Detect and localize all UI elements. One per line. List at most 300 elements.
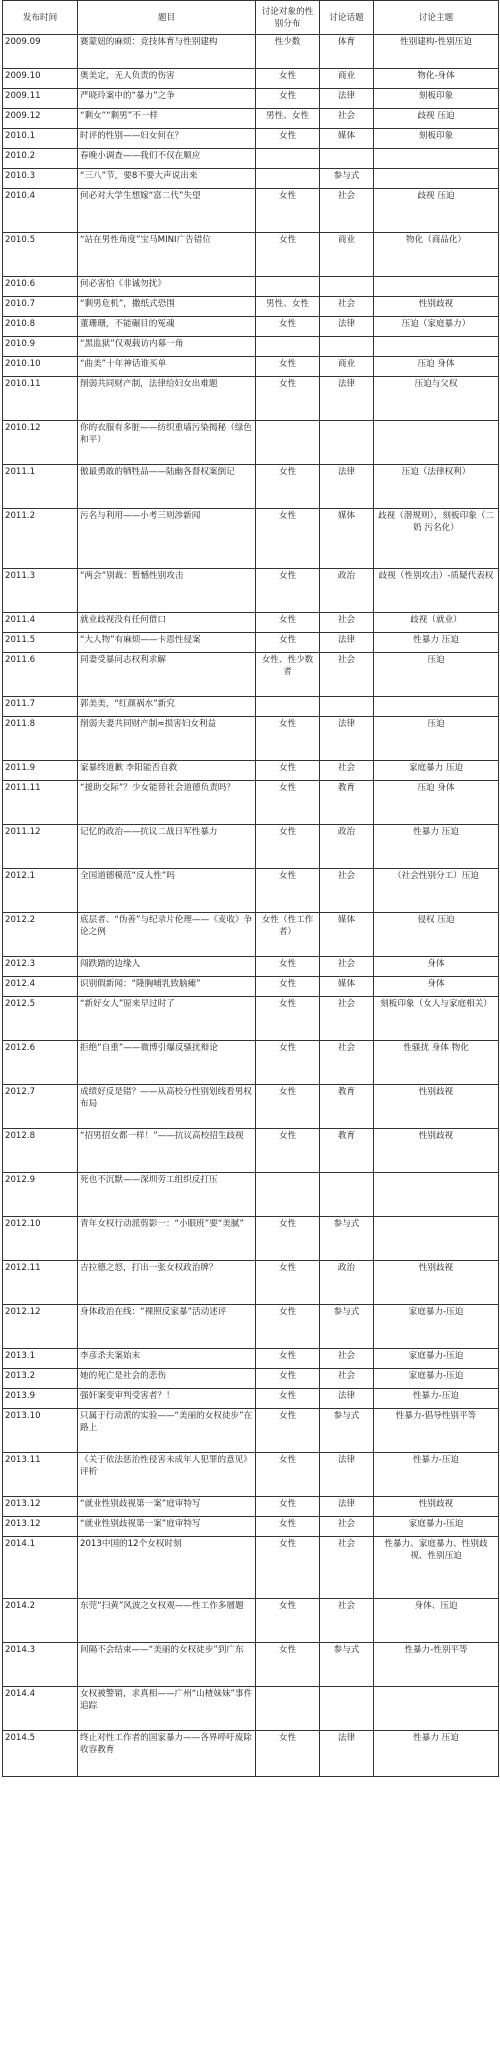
cell-topic: 社会	[320, 1537, 374, 1599]
table-row	[3, 1497, 499, 1517]
cell-theme	[374, 1687, 499, 1731]
header-title: 题目	[78, 1, 256, 35]
cell-date: 2013.1	[3, 1349, 78, 1369]
cell-date: 2011.12	[3, 825, 78, 869]
cell-title: “就业性别歧视第一案”庭审特写	[78, 1497, 256, 1517]
cell-theme: 性暴力-压迫	[374, 1453, 499, 1497]
cell-theme: 压迫	[374, 653, 499, 697]
table-row	[3, 1261, 499, 1305]
cell-title: 李彦杀夫案始末	[78, 1349, 256, 1369]
table-row	[3, 89, 499, 109]
header-theme: 讨论主题	[374, 1, 499, 35]
cell-theme: 性别建构-性别压迫	[374, 35, 499, 69]
table-row	[3, 1409, 499, 1453]
table-row	[3, 1369, 499, 1389]
table-row	[3, 869, 499, 913]
cell-gender: 性少数	[256, 35, 320, 69]
cell-topic: 媒体	[320, 977, 374, 997]
table-row	[3, 233, 499, 277]
cell-date: 2010.7	[3, 297, 78, 317]
cell-topic: 媒体	[320, 129, 374, 149]
cell-theme: 歧视（性别攻击）-质疑代表权	[374, 569, 499, 613]
cell-title: 强奸案变审判受害者？！	[78, 1389, 256, 1409]
cell-gender: 女性	[256, 317, 320, 337]
table-row	[3, 1537, 499, 1599]
cell-title: “招男招女都一样！”——抗议高校招生歧视	[78, 1129, 256, 1173]
table-body	[3, 35, 499, 1777]
cell-date: 2010.11	[3, 377, 78, 421]
cell-gender: 女性（性工作者）	[256, 913, 320, 957]
table-row	[3, 1687, 499, 1731]
cell-title: 赛蒙妞的麻烦：竞技体育与性别建构	[78, 35, 256, 69]
cell-title: 郭美美，“红颜祸水”新究	[78, 697, 256, 717]
cell-date: 2009.11	[3, 89, 78, 109]
cell-date: 2012.6	[3, 1041, 78, 1085]
cell-date: 2012.8	[3, 1129, 78, 1173]
cell-gender: 女性	[256, 1369, 320, 1389]
cell-title: 你的衣服有多脏——纺织重墙污染揭秘（绿色和平）	[78, 421, 256, 465]
cell-topic: 社会	[320, 1349, 374, 1369]
cell-gender: 女性	[256, 189, 320, 233]
cell-gender: 女性	[256, 825, 320, 869]
cell-gender: 女性	[256, 233, 320, 277]
cell-gender: 女性	[256, 1517, 320, 1537]
table-row	[3, 1643, 499, 1687]
cell-theme: 性别歧视	[374, 1497, 499, 1517]
cell-theme: 压迫（家庭暴力）	[374, 317, 499, 337]
cell-theme: 性暴力 压迫	[374, 1731, 499, 1777]
table-row	[3, 35, 499, 69]
cell-topic: 社会	[320, 1517, 374, 1537]
cell-topic: 媒体	[320, 913, 374, 957]
cell-topic: 社会	[320, 869, 374, 913]
cell-topic: 社会	[320, 189, 374, 233]
cell-title: 女权被警销，求真相——广州“山楂妹妹”事件追踪	[78, 1687, 256, 1731]
cell-topic: 社会	[320, 653, 374, 697]
table-row	[3, 129, 499, 149]
cell-title: “曲美”十年神话谁买单	[78, 357, 256, 377]
table-row	[3, 997, 499, 1041]
table-row	[3, 1085, 499, 1129]
cell-title: 记忆的政治——抗议二战日军性暴力	[78, 825, 256, 869]
cell-date: 2013.9	[3, 1389, 78, 1409]
cell-theme: 压迫与父权	[374, 377, 499, 421]
cell-topic: 参与式	[320, 1643, 374, 1687]
cell-topic: 社会	[320, 297, 374, 317]
cell-gender: 女性	[256, 761, 320, 781]
cell-title: 董珊珊，不能碾目的冤魂	[78, 317, 256, 337]
cell-date: 2011.4	[3, 613, 78, 633]
cell-title: 何必害怕《非诚勿扰》	[78, 277, 256, 297]
cell-theme: 身体	[374, 957, 499, 977]
cell-title: 家暴终道歉 李阳能否自救	[78, 761, 256, 781]
cell-theme: 歧视 压迫	[374, 189, 499, 233]
cell-date: 2012.7	[3, 1085, 78, 1129]
cell-topic: 教育	[320, 781, 374, 825]
cell-theme: 歧视（潜规则），刻板印象（二奶 污名化）	[374, 509, 499, 569]
cell-topic	[320, 337, 374, 357]
table-row	[3, 1217, 499, 1261]
cell-date: 2011.2	[3, 509, 78, 569]
cell-title: “剩女”“剩男”不一样	[78, 109, 256, 129]
table-row	[3, 297, 499, 317]
cell-gender: 女性	[256, 1041, 320, 1085]
header-date: 发布时间	[3, 1, 78, 35]
cell-gender: 男性、女性	[256, 297, 320, 317]
topics-table	[2, 0, 499, 1777]
cell-date: 2010.3	[3, 169, 78, 189]
cell-date: 2010.2	[3, 149, 78, 169]
cell-title: 闯跌踏的边缘人	[78, 957, 256, 977]
cell-title: “两会”别裁：暂憾性别攻击	[78, 569, 256, 613]
cell-theme: 性暴力-倡导性别平等	[374, 1409, 499, 1453]
cell-date: 2012.12	[3, 1305, 78, 1349]
cell-gender: 女性	[256, 377, 320, 421]
cell-theme: 刻板印象	[374, 129, 499, 149]
cell-title: 何必对大学生想嫁“富二代”失望	[78, 189, 256, 233]
cell-date: 2012.9	[3, 1173, 78, 1217]
cell-date: 2012.1	[3, 869, 78, 913]
table-row	[3, 653, 499, 697]
cell-topic: 商业	[320, 69, 374, 89]
cell-gender	[256, 697, 320, 717]
cell-theme: （社会性别分工）压迫	[374, 869, 499, 913]
cell-title: 污名与利用——小考三则涉新闻	[78, 509, 256, 569]
cell-title: “新好女人”原来早过时了	[78, 997, 256, 1041]
cell-title: “黑监狱”仅观载访内幕一角	[78, 337, 256, 357]
cell-date: 2011.11	[3, 781, 78, 825]
cell-date: 2013.12	[3, 1517, 78, 1537]
cell-topic: 政治	[320, 569, 374, 613]
cell-theme: 家庭暴力-压迫	[374, 1305, 499, 1349]
cell-title: “站在男性角度”宝马MINI广告错位	[78, 233, 256, 277]
cell-theme	[374, 169, 499, 189]
cell-title: 东莞“扫黄”风波之女权观——性工作多層題	[78, 1599, 256, 1643]
table-row	[3, 169, 499, 189]
cell-gender: 男性、女性	[256, 109, 320, 129]
cell-gender: 女性	[256, 1643, 320, 1687]
header-row	[3, 1, 499, 35]
cell-theme: 歧视 压迫	[374, 109, 499, 129]
cell-topic: 商业	[320, 357, 374, 377]
cell-topic: 参与式	[320, 1409, 374, 1453]
cell-theme: 性别歧视	[374, 1261, 499, 1305]
cell-gender: 女性	[256, 1129, 320, 1173]
cell-gender: 女性	[256, 89, 320, 109]
table-row	[3, 189, 499, 233]
cell-gender	[256, 421, 320, 465]
cell-title: 削弱夫妻共同财产制≈损害妇女利益	[78, 717, 256, 761]
cell-theme	[374, 1217, 499, 1261]
cell-date: 2010.6	[3, 277, 78, 297]
cell-date: 2010.1	[3, 129, 78, 149]
cell-theme: 刻板印象（女人与家庭相关）	[374, 997, 499, 1041]
table-row	[3, 825, 499, 869]
cell-theme: 压迫	[374, 717, 499, 761]
table-row	[3, 761, 499, 781]
table-row	[3, 717, 499, 761]
cell-topic: 社会	[320, 761, 374, 781]
cell-date: 2011.8	[3, 717, 78, 761]
cell-gender: 女性	[256, 69, 320, 89]
cell-topic: 法律	[320, 717, 374, 761]
cell-title: 时评的性别——妇女何在？	[78, 129, 256, 149]
cell-topic	[320, 1173, 374, 1217]
cell-gender: 女性、性少数者	[256, 653, 320, 697]
cell-title: 春晚小调查——我们不仅在顺应	[78, 149, 256, 169]
cell-topic: 社会	[320, 1369, 374, 1389]
cell-topic: 社会	[320, 613, 374, 633]
cell-title: 《关于依法惩治性侵害未成年人犯罪的意见》评析	[78, 1453, 256, 1497]
table-row	[3, 377, 499, 421]
cell-gender: 女性	[256, 1409, 320, 1453]
table-row	[3, 509, 499, 569]
cell-title: “就业性别歧视第一案”庭审特写	[78, 1517, 256, 1537]
cell-topic: 法律	[320, 89, 374, 109]
cell-date: 2011.1	[3, 465, 78, 509]
cell-title: 同妻受暴问志权利求解	[78, 653, 256, 697]
table-row	[3, 421, 499, 465]
cell-gender: 女性	[256, 1261, 320, 1305]
table-row	[3, 1041, 499, 1085]
cell-gender: 女性	[256, 997, 320, 1041]
table-row	[3, 1173, 499, 1217]
table-row	[3, 781, 499, 825]
cell-topic: 法律	[320, 465, 374, 509]
table-row	[3, 613, 499, 633]
cell-topic	[320, 421, 374, 465]
cell-title: 身体政治在线：“裸照反家暴”活动述评	[78, 1305, 256, 1349]
cell-topic: 社会	[320, 997, 374, 1041]
cell-gender: 女性	[256, 1731, 320, 1777]
table-row	[3, 109, 499, 129]
cell-title: “大人物”有麻烦——卡恩性侵案	[78, 633, 256, 653]
cell-date: 2010.5	[3, 233, 78, 277]
cell-title: 底层者、“伪善”与纪录片伦理——《麦收》争论之例	[78, 913, 256, 957]
cell-title: 识别假新闻：“隆胸哺乳致脑瘫”	[78, 977, 256, 997]
cell-date: 2011.7	[3, 697, 78, 717]
table-row	[3, 569, 499, 613]
cell-gender	[256, 337, 320, 357]
cell-title: 死也不沉默——深圳劳工组织反打压	[78, 1173, 256, 1217]
cell-date: 2010.10	[3, 357, 78, 377]
cell-topic: 参与式	[320, 1305, 374, 1349]
cell-gender: 女性	[256, 1453, 320, 1497]
cell-theme: 身体	[374, 977, 499, 997]
cell-theme: 家庭暴力-压迫	[374, 1349, 499, 1369]
cell-title: 2013中国的12个女权时刻	[78, 1537, 256, 1599]
table-row	[3, 277, 499, 297]
cell-theme: 性暴力 压迫	[374, 633, 499, 653]
header-gender: 讨论对象的性别分布	[256, 1, 320, 35]
cell-gender: 女性	[256, 129, 320, 149]
cell-date: 2010.4	[3, 189, 78, 233]
cell-date: 2013.12	[3, 1497, 78, 1517]
cell-gender: 女性	[256, 1537, 320, 1599]
table-row	[3, 465, 499, 509]
table-row	[3, 1453, 499, 1497]
cell-title: 拒绝“自重”——微博引爆反骚扰辩论	[78, 1041, 256, 1085]
cell-gender: 女性	[256, 781, 320, 825]
header-topic: 讨论话题	[320, 1, 374, 35]
cell-theme: 歧视（就业）	[374, 613, 499, 633]
cell-topic: 政治	[320, 825, 374, 869]
cell-gender: 女性	[256, 357, 320, 377]
cell-theme: 性暴力、家庭暴力、性别歧视、性别压迫	[374, 1537, 499, 1599]
cell-title: 成绩好反是错？——从高校分性别划线看男权布局	[78, 1085, 256, 1129]
cell-topic: 体育	[320, 35, 374, 69]
cell-theme: 身体、压迫	[374, 1599, 499, 1643]
cell-date: 2012.3	[3, 957, 78, 977]
cell-date: 2009.09	[3, 35, 78, 69]
cell-date: 2014.1	[3, 1537, 78, 1599]
cell-topic: 媒体	[320, 509, 374, 569]
table-row	[3, 633, 499, 653]
cell-gender: 女性	[256, 1217, 320, 1261]
cell-gender: 女性	[256, 1497, 320, 1517]
cell-theme	[374, 697, 499, 717]
cell-title: “援助交际”？少女能替社会道德负责吗？	[78, 781, 256, 825]
cell-gender: 女性	[256, 957, 320, 977]
cell-date: 2012.11	[3, 1261, 78, 1305]
cell-theme: 性骚扰 身体 物化	[374, 1041, 499, 1085]
cell-theme: 物化（商品化）	[374, 233, 499, 277]
cell-topic: 法律	[320, 317, 374, 337]
table-row	[3, 337, 499, 357]
cell-theme	[374, 337, 499, 357]
table-row	[3, 1389, 499, 1409]
cell-date: 2014.3	[3, 1643, 78, 1687]
table-row	[3, 977, 499, 997]
cell-topic: 法律	[320, 1497, 374, 1517]
cell-date: 2012.4	[3, 977, 78, 997]
cell-theme: 性别歧视	[374, 1085, 499, 1129]
cell-topic: 法律	[320, 633, 374, 653]
cell-theme: 性别歧视	[374, 297, 499, 317]
cell-date: 2010.8	[3, 317, 78, 337]
table-row	[3, 1305, 499, 1349]
table-row	[3, 1731, 499, 1777]
cell-date: 2014.5	[3, 1731, 78, 1777]
cell-topic: 参与式	[320, 1217, 374, 1261]
table-row	[3, 357, 499, 377]
cell-title: 傲最勇敢的牺牲品——陆幽各督权案倒记	[78, 465, 256, 509]
cell-topic: 社会	[320, 1041, 374, 1085]
cell-title: 只属于行动派的实验——“美丽的女权徒步”在路上	[78, 1409, 256, 1453]
cell-theme: 侵权 压迫	[374, 913, 499, 957]
cell-theme: 压迫 身体	[374, 357, 499, 377]
table-row	[3, 1129, 499, 1173]
cell-theme: 压迫 身体	[374, 781, 499, 825]
cell-topic: 法律	[320, 377, 374, 421]
cell-gender: 女性	[256, 569, 320, 613]
cell-topic: 商业	[320, 233, 374, 277]
cell-date: 2012.5	[3, 997, 78, 1041]
cell-theme: 性暴力-压迫	[374, 1389, 499, 1409]
cell-theme: 物化-身体	[374, 69, 499, 89]
cell-title: “剩男危机”，撒纸式恐围	[78, 297, 256, 317]
cell-date: 2013.2	[3, 1369, 78, 1389]
table-row	[3, 913, 499, 957]
table-row	[3, 149, 499, 169]
cell-title: 就业歧视没有任何借口	[78, 613, 256, 633]
cell-gender	[256, 149, 320, 169]
cell-gender: 女性	[256, 1305, 320, 1349]
cell-date: 2011.9	[3, 761, 78, 781]
cell-theme: 压迫（法律权利）	[374, 465, 499, 509]
cell-title: 她的死亡是社会的悲伤	[78, 1369, 256, 1389]
table-row	[3, 69, 499, 89]
cell-theme: 家庭暴力-压迫	[374, 1517, 499, 1537]
cell-title: 削弱共同财产制，法律给妇女出难题	[78, 377, 256, 421]
cell-title: 吉拉德之怒，打出一张女权政治牌？	[78, 1261, 256, 1305]
cell-gender: 女性	[256, 717, 320, 761]
cell-theme: 性暴力 压迫	[374, 825, 499, 869]
cell-gender: 女性	[256, 613, 320, 633]
cell-date: 2014.2	[3, 1599, 78, 1643]
table-row	[3, 697, 499, 717]
cell-date: 2011.3	[3, 569, 78, 613]
cell-gender: 女性	[256, 465, 320, 509]
table-row	[3, 317, 499, 337]
cell-topic: 教育	[320, 1085, 374, 1129]
cell-title: 严晓玲案中的“暴力”之争	[78, 89, 256, 109]
cell-theme: 家庭暴力-压迫	[374, 1369, 499, 1389]
cell-gender: 女性	[256, 633, 320, 653]
cell-date: 2010.12	[3, 421, 78, 465]
cell-gender: 女性	[256, 509, 320, 569]
cell-title: 全国道德模范“反人性”吗	[78, 869, 256, 913]
cell-topic: 社会	[320, 957, 374, 977]
cell-topic: 法律	[320, 1389, 374, 1409]
cell-date: 2009.10	[3, 69, 78, 89]
cell-topic: 教育	[320, 1129, 374, 1173]
cell-topic	[320, 149, 374, 169]
cell-theme	[374, 1173, 499, 1217]
cell-topic: 政治	[320, 1261, 374, 1305]
cell-date: 2012.10	[3, 1217, 78, 1261]
cell-title: “三八”节，要8不要大声说出来	[78, 169, 256, 189]
cell-theme: 性别歧视	[374, 1129, 499, 1173]
cell-gender	[256, 1687, 320, 1731]
cell-date: 2014.4	[3, 1687, 78, 1731]
cell-theme	[374, 421, 499, 465]
cell-date: 2013.11	[3, 1453, 78, 1497]
cell-theme: 家庭暴力 压迫	[374, 761, 499, 781]
table-row	[3, 1599, 499, 1643]
cell-date: 2012.2	[3, 913, 78, 957]
cell-topic: 参与式	[320, 169, 374, 189]
cell-date: 2010.9	[3, 337, 78, 357]
cell-theme: 性暴力-性别平等	[374, 1643, 499, 1687]
cell-topic	[320, 277, 374, 297]
cell-title: 终止对性工作者的国家暴力——各界呼吁废除收容教育	[78, 1731, 256, 1777]
cell-gender: 女性	[256, 869, 320, 913]
table-row	[3, 1349, 499, 1369]
cell-theme	[374, 149, 499, 169]
cell-topic: 社会	[320, 1599, 374, 1643]
cell-title: 青年女权行动派剪影一：“小眼班”要“美腻”	[78, 1217, 256, 1261]
cell-theme	[374, 277, 499, 297]
cell-title: 奥美定，无人负责的伤害	[78, 69, 256, 89]
cell-topic: 社会	[320, 109, 374, 129]
cell-gender: 女性	[256, 977, 320, 997]
cell-topic: 法律	[320, 1731, 374, 1777]
cell-date: 2011.6	[3, 653, 78, 697]
cell-theme: 刻板印象	[374, 89, 499, 109]
cell-gender	[256, 277, 320, 297]
table-row	[3, 1517, 499, 1537]
